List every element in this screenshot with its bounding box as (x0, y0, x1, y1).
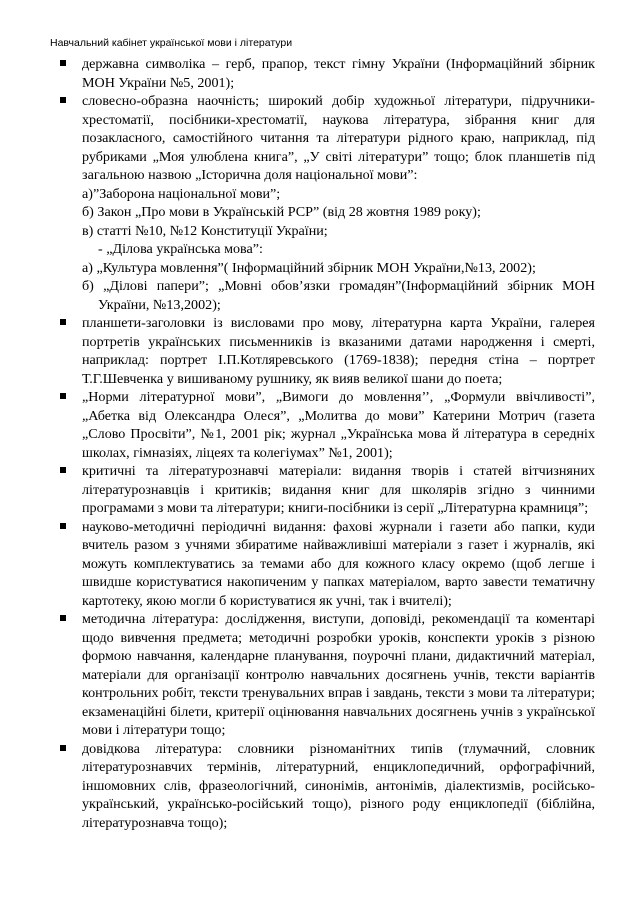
document-body (60, 55, 595, 832)
sub-item: а)”Заборона національної мови”; (82, 185, 281, 202)
sub-item: а) „Культура мовлення”( Інформаційний збірник МОН України,№13, 2002); (82, 259, 536, 276)
page-header: Навчальний кабінет української мови і літератури (50, 37, 293, 49)
sub-item: б) Закон „Про мови в Українській РСР” (від 28 жовтня 1989 року); (82, 204, 481, 220)
sub-heading: - „Ділова українська мова”: (98, 241, 263, 257)
list-item: науково-методичні періодичні видання: фахові журнали і газети або папки, куди вчитель разом з учнями збиратиме найважливіші матеріали з газет і журналів, які можуть комплектуватись за темами або для кожного класу окремо (щоб легше і швидше користуватися накопиченим у папках матеріалом, варто завести тематичну картотеку, якою могли б користуватися як учні, так і вчителі); (60, 518, 595, 611)
list-item: „Норми літературної мови”, „Вимоги до мовлення’’, „Формули ввічливості”, „Абетка від Олександра Олеся”, „Молитва до мови” Катерини Мотрич (газета „Слово Просвіти”, №1, 2001 рік; журнал „Українська мова й література в середніх школах, гімназіях, ліцеях та колегіумах” №1, 2001); (60, 388, 595, 462)
list-item: словесно-образна наочність; широкий добір художньої літератури, підручники-хрестоматії, посібники-хрестоматії, наукова література, зібрання книг для позакласного, самостійного читання та літератури рідного краю, наприклад, під рубриками „Моя улюблена книга”, „У світі літератури” тощо; блок планшетів під загальною назвою „Історична доля національної мови”: (60, 92, 595, 185)
list-item: методична література: дослідження, виступи, доповіді, рекомендації та коментарі щодо вивчення предмета; методичні розробки уроків, конспекти уроків з різною формою навчання, календарне планування, поурочні плани, дидактичний матеріал, матеріали для організації контролю навчальних досягнень учнів, тексти варіантів контрольних робіт, тексти тренувальних вправ і завдань, тексти з мови та літератури; екзаменаційні білети, критерії оцінювання навчальних досягнень учнів з української мови і літератури тощо; (60, 610, 595, 740)
sub-item: в) статті №10, №12 Конституції України; (82, 222, 328, 239)
sub-item: б) „Ділові папери”; „Мовні обов’язки громадян”(Інформаційний збірник МОН України, №13,2002); (82, 278, 595, 313)
list-item: критичні та літературознавчі матеріали: видання творів і статей вітчизняних літературознавців і критиків; видання книг для школярів згідно з чинними програмами з мови та літератури; книги-посібники із серії „Літературна крамниця”; (60, 462, 595, 518)
list-item: планшети-заголовки із висловами про мову, літературна карта України, галерея портретів українських письменників із вказаними датами народження і смерті, наприклад: портрет І.П.Котляревського (1769-1838); передня стіна – портрет Т.Г.Шевченка у вишиваному рушнику, як вияв великої шани до поета; (60, 314, 595, 388)
list-item: довідкова література: словники різноманітних типів (тлумачний, словник літературознавчих термінів, літературний, енциклопедичний, орфографічний, іншомовних слів, фразеологічний, синонімів, антонімів, діалектизмів, російсько-український, українсько-російський тощо), різного роду енциклопедії (біблійна, літературознавча тощо); (60, 740, 595, 833)
list-item: державна символіка – герб, прапор, текст гімну України (Інформаційний збірник МОН України №5, 2001); (60, 55, 595, 92)
